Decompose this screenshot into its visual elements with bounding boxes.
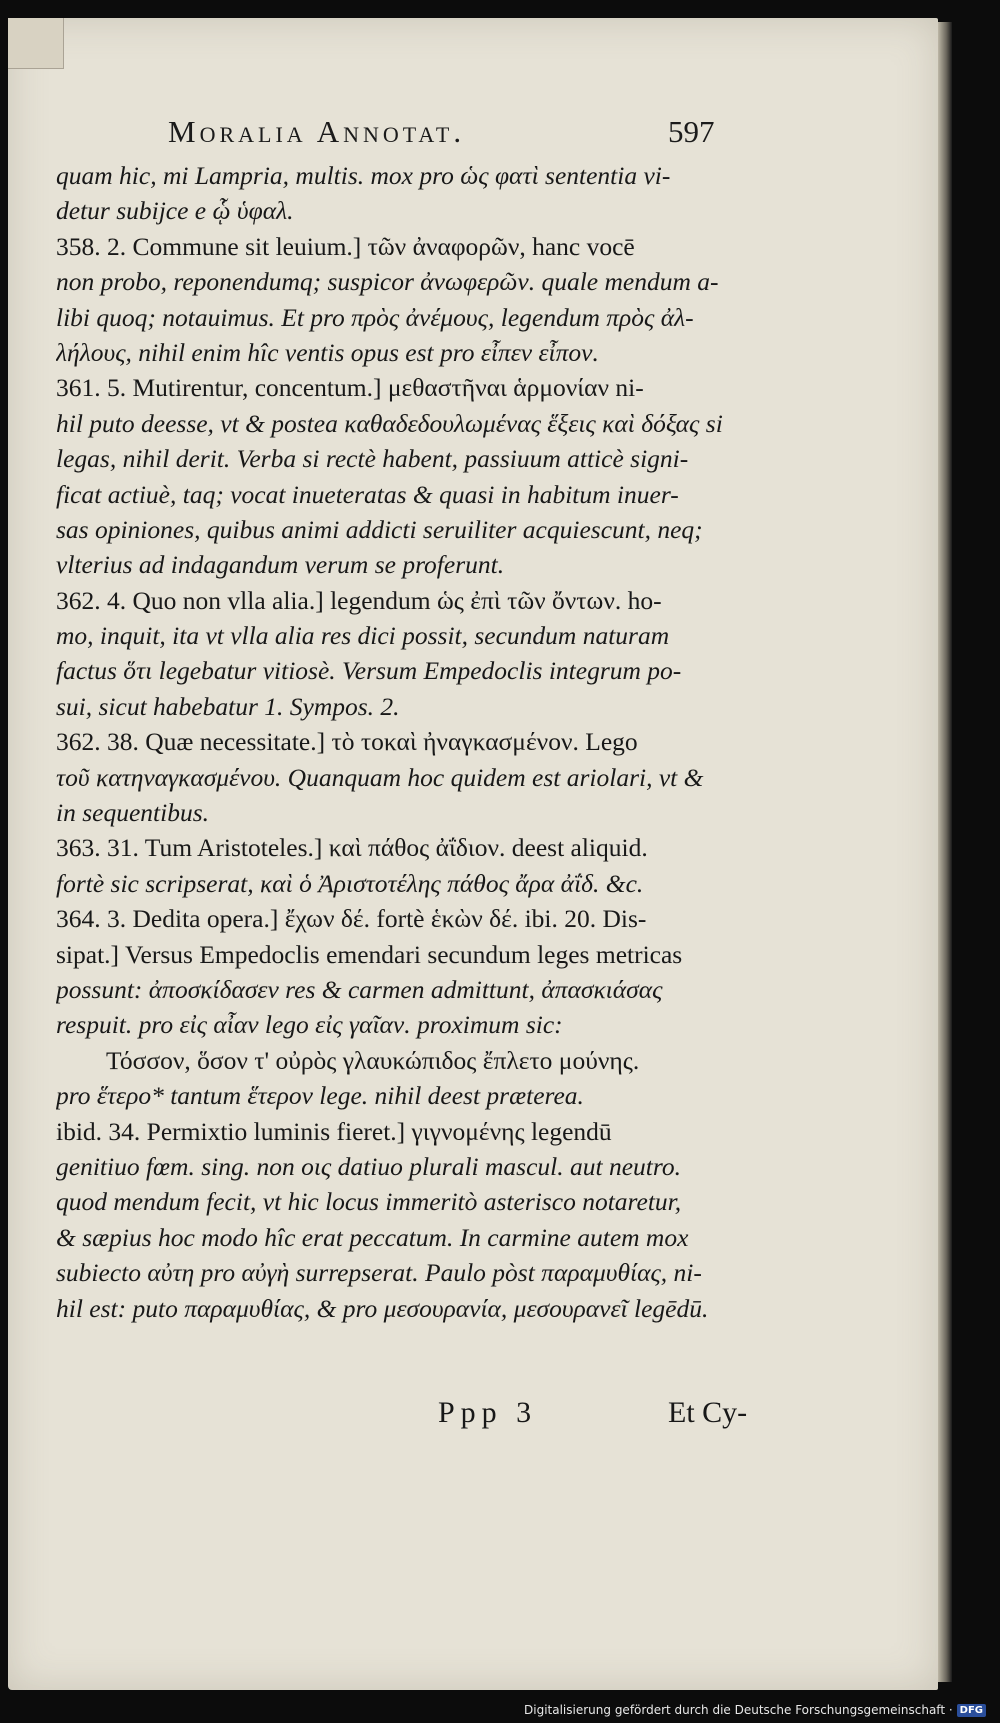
text-line: factus ὅτι legebatur vitiosè. Versum Empedoclis integrum po- — [56, 656, 682, 686]
text-line: ibid. 34. Permixtio luminis fieret.] γιγνομένης legendū — [56, 1116, 612, 1146]
text-line: sipat.] Versus Empedoclis emendari secundum leges metricas — [56, 939, 683, 969]
text-line: respuit. pro εἰς αἶαν lego εἰς γαῖαν. proximum sic: — [56, 1010, 563, 1040]
text-line: possunt: ἀποσκίδασεν res & carmen admittunt, ἀπασκιάσας — [56, 974, 663, 1004]
text-line: 362. 4. Quo non vlla alia.] legendum ὡς ἐπὶ τῶν ὄντων. ho- — [56, 585, 662, 615]
page-corner-tab — [8, 18, 64, 69]
text-line: τοῦ κατηναγκασμένου. Quanquam hoc quidem est ariolari, vt & — [56, 762, 704, 792]
text-line: libi quoq; notauimus. Et pro πρὸς ἀνέμους, legendum πρὸς ἀλ- — [56, 302, 694, 332]
text-line: pro ἕτερο* tantum ἕτερον lege. nihil deest præterea. — [56, 1081, 584, 1111]
text-line: detur subijce e ᾧ ὑφαλ. — [56, 196, 294, 226]
dfg-logo-icon: DFG — [957, 1704, 986, 1717]
credit-text: Digitalisierung gefördert durch die Deutsche Forschungsgemeinschaft · — [524, 1703, 953, 1717]
annotation-text — [56, 158, 746, 1326]
text-line: quam hic, mi Lampria, multis. mox pro ὡς φατὶ sententia vi- — [56, 161, 671, 190]
page-number: 597 — [668, 114, 715, 149]
text-line: 363. 31. Tum Aristoteles.] καὶ πάθος ἀΐδιον. deest aliquid. — [56, 833, 648, 863]
text-line: subiecto αὐτη pro αὐγὴ surrepserat. Paulo pòst παραμυθίας, ni- — [56, 1258, 702, 1288]
text-line: legas, nihil derit. Verba si rectè habent, passiuum atticè signi- — [56, 444, 689, 474]
text-line: quod mendum fecit, vt hic locus immeritò asterisco notaretur, — [56, 1187, 682, 1217]
text-line: ficat actiuè, taq; vocat inueteratas & quasi in habitum inuer- — [56, 479, 679, 509]
text-line: non probo, reponendumq; suspicor ἀνωφερῶν. quale mendum a- — [56, 267, 719, 297]
text-line: λήλους, nihil enim hîc ventis opus est pro εἶπεν εἶπον. — [56, 337, 599, 367]
running-head: Moralia Annotat. — [168, 114, 466, 149]
text-line: sui, sicut habebatur 1. Sympos. 2. — [56, 691, 400, 721]
page-edge-shadow — [938, 22, 952, 1682]
text-line: 358. 2. Commune sit leuium.] τῶν ἀναφορῶν, hanc vocē — [56, 231, 635, 261]
text-line: sas opiniones, quibus animi addicti seruiliter acquiescunt, neq; — [56, 514, 703, 544]
text-line: 364. 3. Dedita opera.] ἔχων δέ. fortè ἑκὼν δέ. ibi. 20. Dis- — [56, 904, 647, 934]
text-line: fortè sic scripserat, καὶ ὁ Ἀριστοτέλης πάθος ἄρα ἀΐδ. &c. — [56, 868, 644, 898]
digitization-credit — [524, 1703, 986, 1717]
text-line: 361. 5. Mutirentur, concentum.] μεθαστῆναι ἁρμονίαν ni- — [56, 373, 644, 403]
text-line: hil puto deesse, vt & postea καθαδεδουλωμένας ἕξεις καὶ δόξας si — [56, 408, 723, 438]
verse-line: Τόσσον, ὅσον τ' οὐρὸς γλαυκώπιδος ἔπλετο μούνης. — [106, 1045, 640, 1075]
text-line: mo, inquit, ita vt vlla alia res dici possit, secundum naturam — [56, 621, 670, 651]
text-line: genitiuo fœm. sing. non οις datiuo plurali mascul. aut neutro. — [56, 1151, 681, 1181]
signature-mark: Ppp 3 — [438, 1396, 538, 1429]
text-line: hil est: puto παραμυθίας, & pro μεσουρανία, μεσουρανεῖ legēdū. — [56, 1293, 709, 1323]
text-line: 362. 38. Quæ necessitate.] τὸ τοκαὶ ἠναγκασμένον. Lego — [56, 727, 638, 757]
text-line: vlterius ad indagandum verum se proferunt. — [56, 550, 505, 580]
text-line: in sequentibus. — [56, 798, 209, 828]
page-footer — [438, 1396, 778, 1436]
page-header — [168, 114, 738, 154]
book-page — [8, 18, 938, 1690]
text-line: & sæpius hoc modo hîc erat peccatum. In carmine autem mox — [56, 1222, 689, 1252]
catchword: Et Cy- — [668, 1396, 748, 1429]
